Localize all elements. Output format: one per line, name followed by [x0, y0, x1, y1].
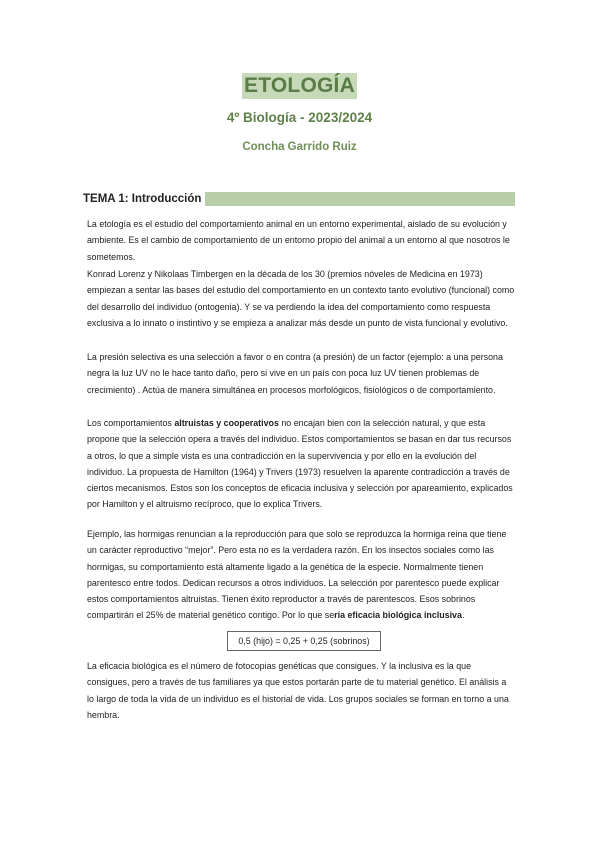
paragraph-text [87, 526, 515, 624]
document-author: Concha Garrido Ruiz [242, 141, 357, 153]
paragraph-6 [87, 658, 515, 723]
paragraph-text: La presión selectiva es una selección a favor o en contra (a presión) de un factor (ejemplo: a una persona negra la luz UV no le hace tanto daño, pero si vive en un país con poca luz UV tienen problemas de crecimiento) . Actúa de manera simultánea en procesos morfológicos, fisiológicos o de comportamiento. [87, 352, 503, 395]
paragraph-text: La eficacia biológica es el número de fotocopias genéticas que consigues. Y la inclusiva es la que consigues, pero a través de tus familiares ya que estos portarán parte de tu material genético. El análisis a lo largo de toda la vida de un individuo es el historial de vida. Los grupos sociales se forman en torno a una hembra. [87, 661, 509, 720]
paragraph-run: no encajan bien con la selección natural, y que esta propone que la selección opera a través del individuo. Estos comportamientos se basan en dar tus recursos a otros, lo que a simple vista es una contradicción en la supervivencia y por ello en la evolución del individuo. La propuesta de Hamilton (1964) y Trivers (1973) resuelven la aparente contradicción a través de ciertos mecanismos. Estos son los conceptos de eficacia inclusiva y selección por apareamiento, explicados por Hamilton y el altruismo recíproco, que lo explica Trivers. [87, 418, 513, 510]
paragraph-5 [87, 526, 515, 624]
document-subtitle: 4º Biología - 2023/2024 [226, 110, 373, 125]
title-wrapper [0, 73, 599, 99]
paragraph-run: Ejemplo, las hormigas renuncian a la reproducción para que solo se reproduzca la hormiga reina que tiene un carácter reproductivo “mejor”. Pero esta no es la verdadera razón. En los insectos sociales como las hormigas, su comportamiento está altamente ligado a la genética de la especie. Normalmente tienen parentesco entre todos. Dedican recursos a otros individuos. La selección por parentesco puede explicar estos comportamientos altruistas. Tienen éxito reproductor a través de parentescos. Esos sobrinos compartirán el 25% de material genético contigo. Por lo que se [87, 529, 507, 621]
section-heading: TEMA 1: Introducción [83, 192, 205, 206]
paragraph-text [87, 415, 515, 513]
bold-term: altruistas y cooperativos [174, 418, 279, 428]
document-title: ETOLOGÍA [244, 74, 355, 97]
paragraph-1 [87, 216, 515, 265]
paragraph-2 [87, 266, 515, 331]
paragraph-text: La etología es el estudio del comportamiento animal en un entorno experimental, aislado de su evolución y ambiente. Es el cambio de comportamiento de un entorno propio del animal a un entorno al que nosotros le sometemos. [87, 219, 510, 262]
paragraph-4 [87, 415, 515, 513]
formula-box: 0,5 (hijo) = 0,25 + 0,25 (sobrinos) [227, 631, 381, 651]
paragraph-text: Konrad Lorenz y Nikolaas Timbergen en la década de los 30 (premios nóveles de Medicina en 1973) empiezan a sentar las bases del estudio del comportamiento en un contexto tanto evolutivo (funcional) como del desarrollo del individuo (ontogenia). Y se va perdiendo la idea del comportamiento como respuesta exclusiva a lo innato o instintivo y se empieza a analizar más desde un punto de vista funcional y evolutivo. [87, 269, 515, 328]
paragraph-run: . [461, 610, 465, 621]
paragraph-run: Los comportamientos [87, 418, 175, 428]
paragraph-3 [87, 349, 515, 398]
bold-term: ría eficacia biológica inclusiva [334, 610, 462, 621]
